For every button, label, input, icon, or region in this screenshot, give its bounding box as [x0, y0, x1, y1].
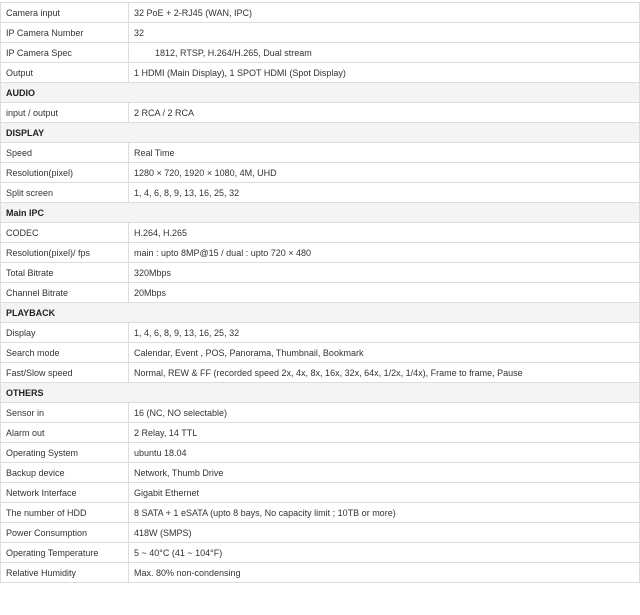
spec-label: Camera input: [1, 3, 129, 23]
section-title: PLAYBACK: [1, 303, 640, 323]
spec-value: Real Time: [129, 143, 640, 163]
spec-label: Display: [1, 323, 129, 343]
spec-value: Calendar, Event , POS, Panorama, Thumbnail, Bookmark: [129, 343, 640, 363]
spec-value: 20Mbps: [129, 283, 640, 303]
spec-value: 2 Relay, 14 TTL: [129, 423, 640, 443]
section-header-row: [1, 203, 640, 223]
spec-row: [1, 43, 640, 63]
section-title: Main IPC: [1, 203, 640, 223]
spec-row: [1, 323, 640, 343]
spec-row: [1, 443, 640, 463]
spec-label: The number of HDD: [1, 503, 129, 523]
spec-value: 1280 × 720, 1920 × 1080, 4M, UHD: [129, 163, 640, 183]
spec-table-body: [1, 3, 640, 583]
section-header-row: [1, 383, 640, 403]
spec-value: 418W (SMPS): [129, 523, 640, 543]
spec-label: Fast/Slow speed: [1, 363, 129, 383]
spec-row: [1, 423, 640, 443]
spec-value: 320Mbps: [129, 263, 640, 283]
spec-row: [1, 483, 640, 503]
spec-row: [1, 403, 640, 423]
spec-row: [1, 283, 640, 303]
spec-label: Resolution(pixel): [1, 163, 129, 183]
spec-value: Normal, REW & FF (recorded speed 2x, 4x, 8x, 16x, 32x, 64x, 1/2x, 1/4x), Frame to frame, Pause: [129, 363, 640, 383]
spec-label: Sensor in: [1, 403, 129, 423]
spec-label: Split screen: [1, 183, 129, 203]
spec-value: 16 (NC, NO selectable): [129, 403, 640, 423]
spec-row: [1, 3, 640, 23]
section-title: AUDIO: [1, 83, 640, 103]
spec-row: [1, 463, 640, 483]
spec-row: [1, 343, 640, 363]
spec-value: 32: [129, 23, 640, 43]
spec-value: Network, Thumb Drive: [129, 463, 640, 483]
spec-row: [1, 143, 640, 163]
spec-value: 1 HDMI (Main Display), 1 SPOT HDMI (Spot Display): [129, 63, 640, 83]
spec-row: [1, 183, 640, 203]
spec-value: main : upto 8MP@15 / dual : upto 720 × 480: [129, 243, 640, 263]
section-title: OTHERS: [1, 383, 640, 403]
spec-row: [1, 243, 640, 263]
spec-label: IP Camera Number: [1, 23, 129, 43]
spec-label: IP Camera Spec: [1, 43, 129, 63]
spec-label: Resolution(pixel)/ fps: [1, 243, 129, 263]
spec-label: Relative Humidity: [1, 563, 129, 583]
spec-value: ubuntu 18.04: [129, 443, 640, 463]
spec-row: [1, 503, 640, 523]
spec-value: H.264, H.265: [129, 223, 640, 243]
spec-label: Output: [1, 63, 129, 83]
spec-row: [1, 63, 640, 83]
spec-row: [1, 103, 640, 123]
spec-row: [1, 263, 640, 283]
spec-label: Total Bitrate: [1, 263, 129, 283]
spec-value: 1812, RTSP, H.264/H.265, Dual stream: [129, 43, 640, 63]
spec-label: Channel Bitrate: [1, 283, 129, 303]
spec-label: Operating System: [1, 443, 129, 463]
spec-label: Power Consumption: [1, 523, 129, 543]
spec-label: CODEC: [1, 223, 129, 243]
spec-row: [1, 363, 640, 383]
spec-row: [1, 163, 640, 183]
spec-row: [1, 223, 640, 243]
spec-value: 1, 4, 6, 8, 9, 13, 16, 25, 32: [129, 183, 640, 203]
spec-label: Alarm out: [1, 423, 129, 443]
spec-label: Network Interface: [1, 483, 129, 503]
spec-label: Search mode: [1, 343, 129, 363]
spec-value: 2 RCA / 2 RCA: [129, 103, 640, 123]
spec-label: input / output: [1, 103, 129, 123]
spec-label: Backup device: [1, 463, 129, 483]
section-header-row: [1, 83, 640, 103]
section-title: DISPLAY: [1, 123, 640, 143]
spec-value: 32 PoE + 2-RJ45 (WAN, IPC): [129, 3, 640, 23]
spec-value: 1, 4, 6, 8, 9, 13, 16, 25, 32: [129, 323, 640, 343]
spec-row: [1, 523, 640, 543]
spec-value: 5 ~ 40°C (41 ~ 104°F): [129, 543, 640, 563]
spec-value: 8 SATA + 1 eSATA (upto 8 bays, No capacity limit ; 10TB or more): [129, 503, 640, 523]
spec-label: Speed: [1, 143, 129, 163]
spec-value: Gigabit Ethernet: [129, 483, 640, 503]
spec-row: [1, 563, 640, 583]
spec-value: Max. 80% non-condensing: [129, 563, 640, 583]
spec-row: [1, 543, 640, 563]
spec-label: Operating Temperature: [1, 543, 129, 563]
section-header-row: [1, 123, 640, 143]
spec-row: [1, 23, 640, 43]
spec-table: [0, 2, 640, 583]
section-header-row: [1, 303, 640, 323]
